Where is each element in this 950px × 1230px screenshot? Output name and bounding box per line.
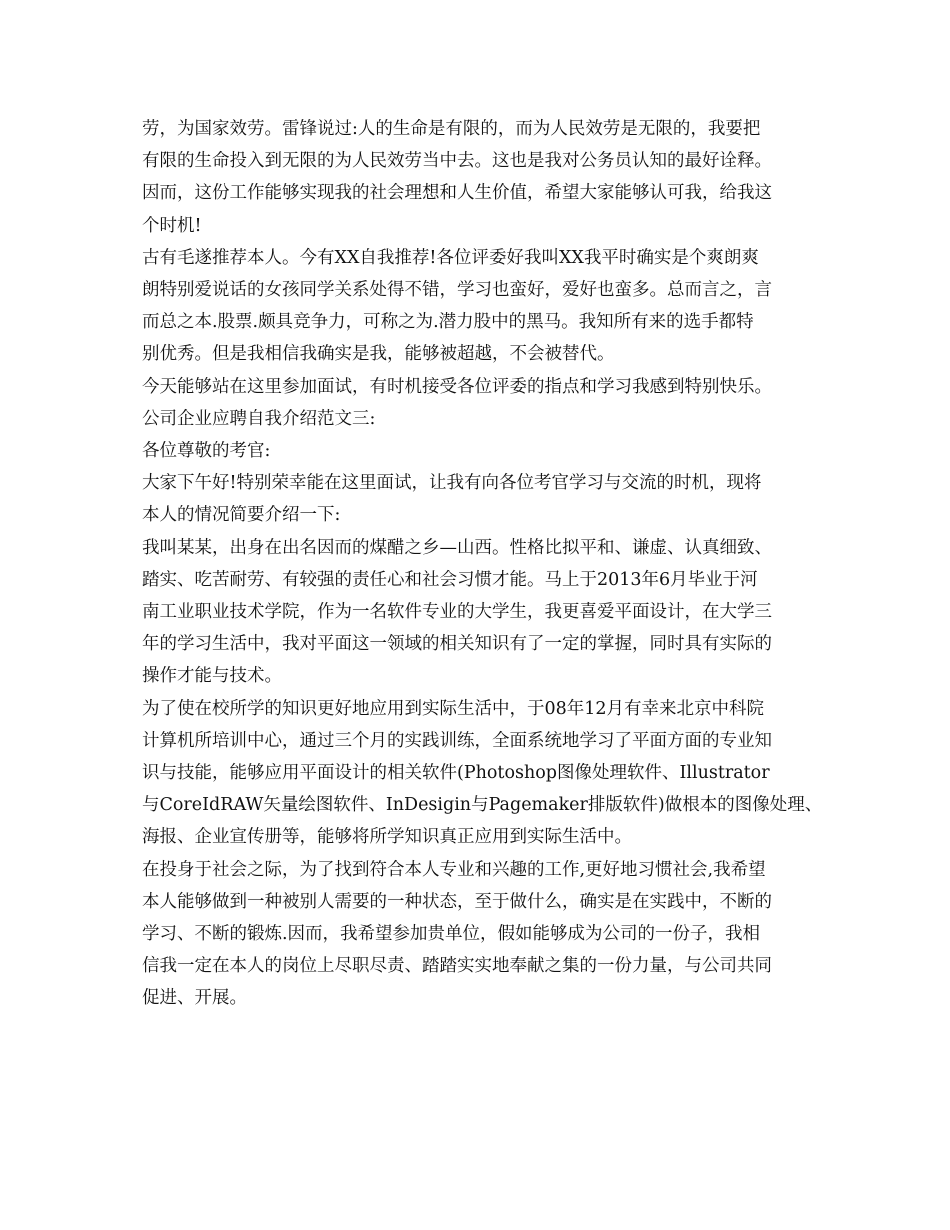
text-line: 为了使在校所学的知识更好地应用到实际生活中，于08年12月有幸来北京中科院	[142, 698, 765, 719]
text-line: 识与技能，能够应用平面设计的相关软件(Photoshop图像处理软件、Illustrator	[142, 763, 770, 784]
text-line: 古有毛遂推荐本人。今有XX自我推荐!各位评委好我叫XX我平时确实是个爽朗爽	[142, 247, 759, 268]
text-line: 劳，为国家效劳。雷锋说过:人的生命是有限的，而为人民效劳是无限的，我要把	[142, 119, 761, 139]
text-line: 促进、开展。	[142, 988, 247, 1009]
section-heading: 公司企业应聘自我介绍范文三:	[142, 408, 376, 429]
text-line: 在投身于社会之际，为了找到符合本人专业和兴趣的工作,更好地习惯社会,我希望	[142, 859, 766, 880]
text-line: 本人能够做到一种被别人需要的一种状态，至于做什么，确实是在实践中，不断的	[142, 891, 772, 912]
text-line: 今天能够站在这里参加面试，有时机接受各位评委的指点和学习我感到特别快乐。	[142, 376, 772, 397]
text-line: 计算机所培训中心，通过三个月的实践训练，全面系统地学习了平面方面的专业知	[142, 730, 772, 751]
salutation: 各位尊敬的考官:	[142, 441, 271, 462]
text-line: 信我一定在本人的岗位上尽职尽责、踏踏实实地奉献之集的一份力量，与公司共同	[142, 956, 772, 977]
document-body	[142, 113, 832, 1015]
text-line: 南工业职业技术学院，作为一名软件专业的大学生，我更喜爱平面设计，在大学三	[142, 602, 772, 623]
text-line: 大家下午好!特别荣幸能在这里面试，让我有向各位考官学习与交流的时机，现将	[142, 473, 762, 494]
text-line: 朗特别爱说话的女孩同学关系处得不错，学习也蛮好，爱好也蛮多。总而言之，言	[142, 280, 772, 301]
text-line: 操作才能与技术。	[142, 666, 282, 687]
text-line: 而总之本.股票.颇具竞争力，可称之为.潜力股中的黑马。我知所有来的选手都特	[142, 312, 754, 333]
text-line: 本人的情况简要介绍一下:	[142, 505, 341, 526]
text-line: 海报、企业宣传册等，能够将所学知识真正应用到实际生活中。	[142, 827, 632, 848]
text-line: 年的学习生活中，我对平面这一领域的相关知识有了一定的掌握，同时具有实际的	[142, 634, 772, 655]
text-line: 踏实、吃苦耐劳、有较强的责任心和社会习惯才能。马上于2013年6月毕业于河	[142, 569, 758, 590]
text-line: 学习、不断的锻炼.因而，我希望参加贵单位，假如能够成为公司的一份子，我相	[142, 924, 761, 945]
text-line: 我叫某某，出身在出名因而的煤醋之乡—山西。性格比拟平和、谦虚、认真细致、	[142, 537, 772, 558]
text-line: 有限的生命投入到无限的为人民效劳当中去。这也是我对公务员认知的最好诠释。	[142, 151, 772, 172]
text-line: 与CoreIdRAW矢量绘图软件、InDesigin与Pagemaker排版软件)做根本的图像处理、	[142, 795, 823, 816]
text-line: 别优秀。但是我相信我确实是我，能够被超越，不会被替代。	[142, 344, 615, 365]
text-line: 因而，这份工作能够实现我的社会理想和人生价值，希望大家能够认可我，给我这	[142, 183, 772, 204]
text-line: 个时机!	[142, 215, 202, 236]
